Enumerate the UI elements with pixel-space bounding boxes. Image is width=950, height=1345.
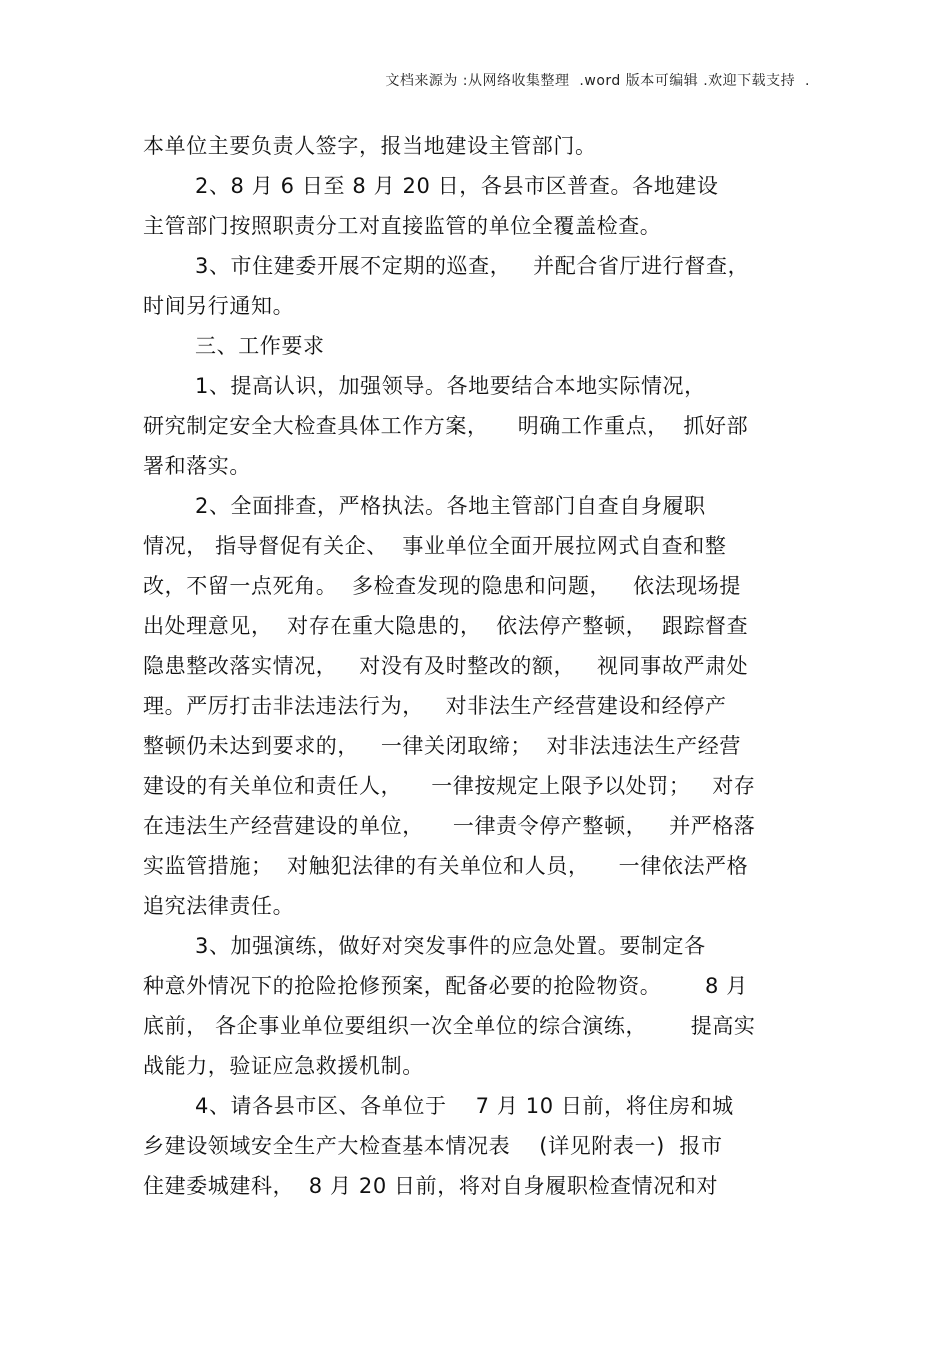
text-line-17: 建设的有关单位和责任人， 一律按规定上限予以处罚； 对存 bbox=[143, 774, 756, 798]
text-line-11: 情况， 指导督促有关企、 事业单位全面开展拉网式自查和整 bbox=[143, 534, 727, 558]
text-line-5: 时间另行通知。 bbox=[143, 294, 295, 318]
text-line-4: 3、市住建委开展不定期的巡查， 并配合省厅进行督查， bbox=[195, 254, 750, 278]
text-line-13: 出处理意见， 对存在重大隐患的， 依法停产整顿， 跟踪督查 bbox=[143, 614, 749, 638]
text-line-10: 2、全面排查，严格执法。各地主管部门自查自身履职 bbox=[195, 494, 706, 518]
text-line-12: 改，不留一点死角。 多检查发现的隐患和问题， 依法现场提 bbox=[143, 574, 741, 598]
text-line-19: 实监管措施； 对触犯法律的有关单位和人员， 一律依法严格 bbox=[143, 854, 749, 878]
text-line-9: 署和落实。 bbox=[143, 454, 251, 478]
text-line-22: 种意外情况下的抢险抢修预案，配备必要的抢险物资。 8 月 bbox=[143, 974, 748, 998]
text-line-7: 1、提高认识，加强领导。各地要结合本地实际情况， bbox=[195, 374, 706, 398]
text-line-15: 理。严厉打击非法违法行为， 对非法生产经营建设和经停产 bbox=[143, 694, 727, 718]
text-line-25: 4、请各县市区、各单位于 7 月 10 日前，将住房和城 bbox=[195, 1094, 734, 1118]
section-heading: 三、工作要求 bbox=[195, 334, 325, 358]
text-line-23: 底前， 各企事业单位要组织一次全单位的综合演练， 提高实 bbox=[143, 1014, 756, 1038]
text-line-26: 乡建设领域安全生产大检查基本情况表 (详见附表一) 报市 bbox=[143, 1134, 723, 1158]
text-line-27: 住建委城建科， 8 月 20 日前，将对自身履职检查情况和对 bbox=[143, 1174, 719, 1198]
text-line-2: 2、8 月 6 日至 8 月 20 日，各县市区普查。各地建设 bbox=[195, 174, 719, 198]
text-line-8: 研究制定安全大检查具体工作方案， 明确工作重点， 抓好部 bbox=[143, 414, 749, 438]
text-line-24: 战能力，验证应急救援机制。 bbox=[143, 1054, 424, 1078]
text-line-20: 追究法律责任。 bbox=[143, 894, 295, 918]
text-line-21: 3、加强演练，做好对突发事件的应急处置。要制定各 bbox=[195, 934, 706, 958]
document-body bbox=[143, 126, 803, 1206]
text-line-3: 主管部门按照职责分工对直接监管的单位全覆盖检查。 bbox=[143, 214, 662, 238]
text-line-1: 本单位主要负责人签字，报当地建设主管部门。 bbox=[143, 134, 597, 158]
page-header: 文档来源为 :从网络收集整理 .word 版本可编辑 .欢迎下载支持 . bbox=[385, 73, 810, 89]
text-line-14: 隐患整改落实情况， 对没有及时整改的额， 视同事故严肃处 bbox=[143, 654, 749, 678]
text-line-18: 在违法生产经营建设的单位， 一律责令停产整顿， 并严格落 bbox=[143, 814, 756, 838]
text-line-16: 整顿仍未达到要求的， 一律关闭取缔； 对非法违法生产经营 bbox=[143, 734, 741, 758]
